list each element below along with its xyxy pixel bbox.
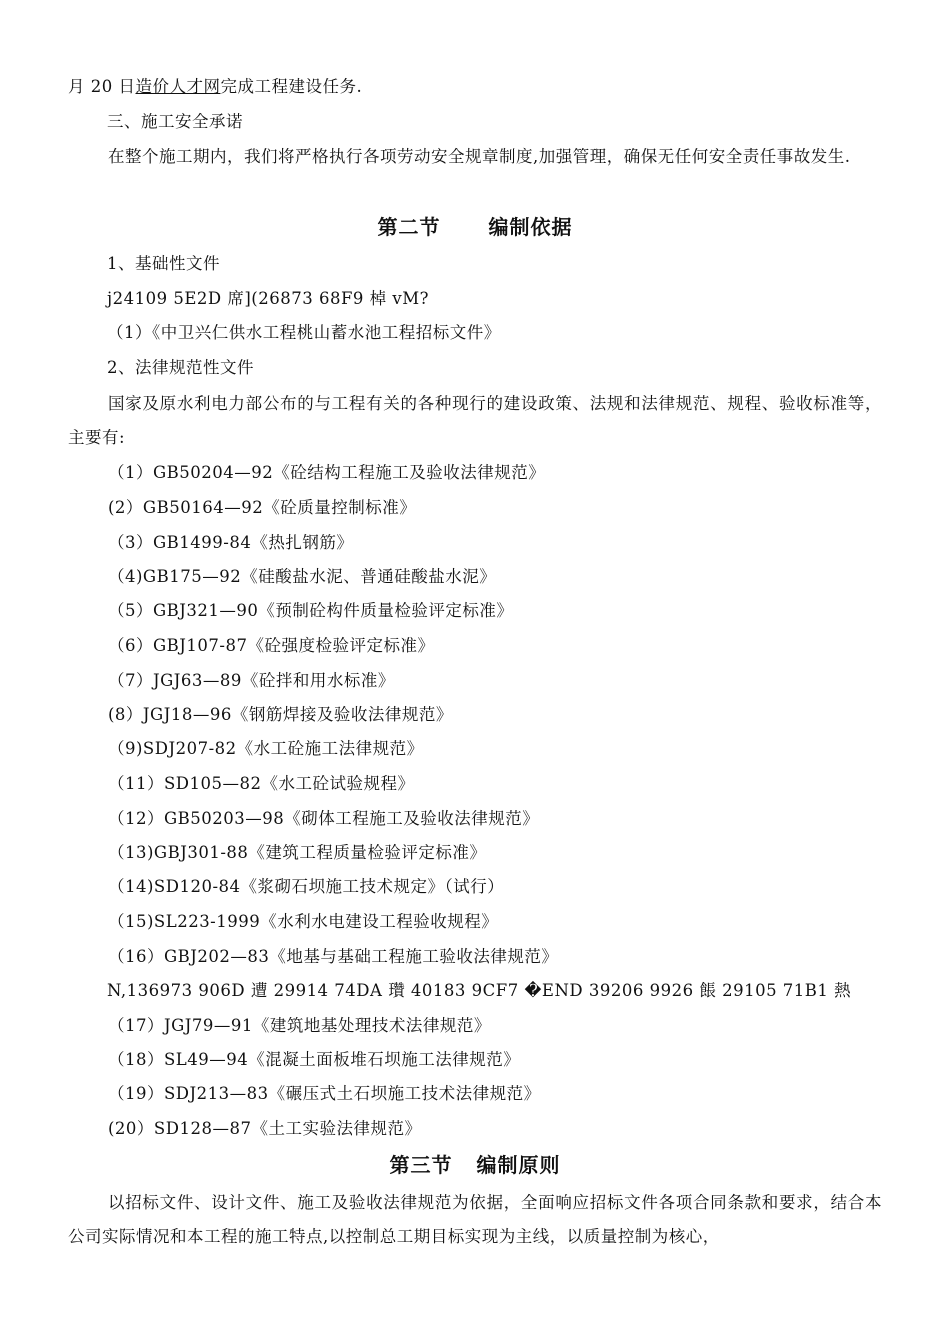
section3-heading-title: 编制原则: [476, 1153, 561, 1177]
list-item: (8）JGJ18—96《钢筋焊接及验收法律规范》: [108, 705, 453, 724]
list-item: （11）SD105—82《水工砼试验规程》: [108, 774, 415, 793]
list-item: （3）GB1499-84《热扎钢筋》: [108, 533, 354, 552]
list-item: （16）GBJ202—83《地基与基础工程施工验收法律规范》: [108, 947, 559, 966]
section3-heading-number: 第三节: [389, 1153, 453, 1177]
section2-intro: 国家及原水利电力部公布的与工程有关的各种现行的建设政策、法规和法律规范、规程、验收标准等，主要有:: [68, 394, 882, 447]
list-item: （6）GBJ107-87《砼强度检验评定标准》: [108, 636, 435, 655]
list-item: （15)SL223-1999《水利水电建设工程验收规程》: [108, 912, 499, 931]
list-item: （12）GB50203—98《砌体工程施工及验收法律规范》: [108, 809, 540, 828]
list-item: （17）JGJ79—91《建筑地基处理技术法律规范》: [108, 1016, 491, 1035]
section2-doc1: （1）《中卫兴仁供水工程桃山蓄水池工程招标文件》: [107, 323, 501, 342]
list-item: （19）SDJ213—83《碾压式土石坝施工技术法律规范》: [108, 1084, 541, 1103]
section2-garbled2: N,136973 906D 遭 29914 74DA 瓚 40183 9CF7 �END 39206 9926 餦 29105 71B1 熱: [107, 981, 852, 1000]
list-item: （14)SD120-84《浆砌石坝施工技术规定》（试行）: [108, 877, 505, 896]
section2-sub1: 1、基础性文件: [107, 254, 220, 273]
section2-heading-number: 第二节: [377, 215, 441, 239]
list-item: (2）GB50164—92《砼质量控制标准》: [108, 498, 417, 517]
safety-body: 在整个施工期内，我们将严格执行各项劳动安全规章制度,加强管理，确保无任何安全责任事故发生.: [108, 147, 851, 166]
section3-heading: [0, 1152, 950, 1178]
list-item: （4)GB175—92《硅酸盐水泥、普通硅酸盐水泥》: [108, 567, 497, 586]
section2-garbled1: j24109 5E2D 席](26873 68F9 棹 vM?: [107, 289, 429, 308]
list-item: （1）GB50204—92《砼结构工程施工及验收法律规范》: [108, 463, 546, 482]
list-item: （13)GBJ301-88《建筑工程质量检验评定标准》: [108, 843, 487, 862]
list-item: （5）GBJ321—90《预制砼构件质量检验评定标准》: [108, 601, 514, 620]
intro-link[interactable]: 造价人才网: [135, 77, 221, 96]
list-item: (20）SD128—87《土工实验法律规范》: [108, 1119, 422, 1138]
intro-suffix: 完成工程建设任务.: [220, 77, 363, 96]
intro-prefix: 月 20 日: [68, 77, 136, 96]
section2-heading-title: 编制依据: [488, 215, 573, 239]
intro-line: [68, 76, 362, 98]
safety-title: 三、施工安全承诺: [107, 112, 243, 131]
section3-body: 以招标文件、设计文件、施工及验收法律规范为依据，全面响应招标文件各项合同条款和要求，结合本公司实际情况和本工程的施工特点,以控制总工期目标实现为主线，以质量控制为核心，: [68, 1193, 882, 1246]
list-item: （9)SDJ207-82《水工砼施工法律规范》: [108, 739, 424, 758]
section2-sub2: 2、法律规范性文件: [107, 358, 254, 377]
section2-heading: [0, 214, 950, 240]
list-item: （18）SL49—94《混凝土面板堆石坝施工法律规范》: [108, 1050, 521, 1069]
list-item: （7）JGJ63—89《砼拌和用水标准》: [108, 671, 395, 690]
